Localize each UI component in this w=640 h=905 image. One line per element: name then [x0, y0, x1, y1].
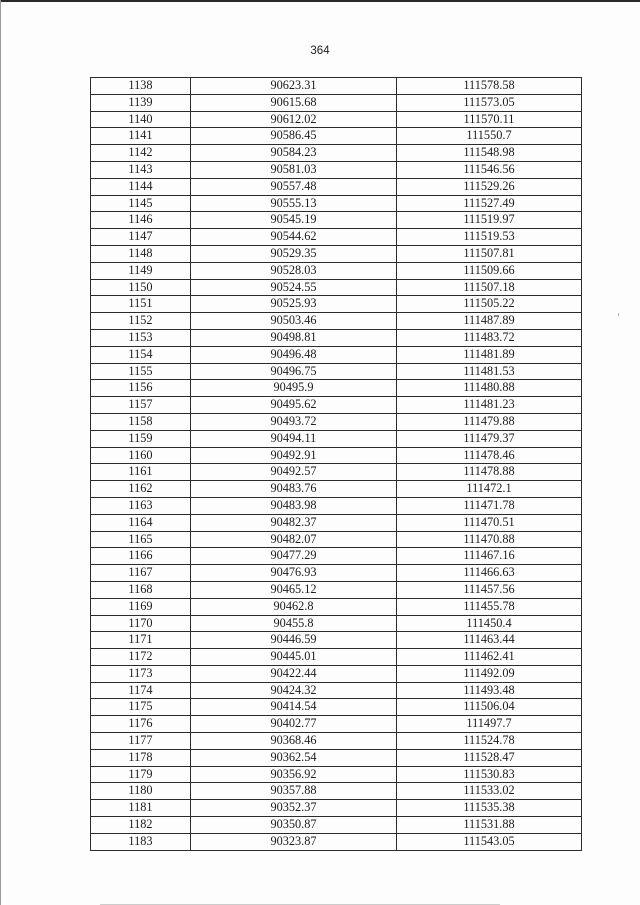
- table-row: [91, 94, 582, 111]
- point-number-cell: 1179: [91, 766, 191, 783]
- point-number-cell: 1158: [91, 413, 191, 430]
- y-coordinate-cell: 111455.78: [397, 598, 582, 615]
- table-row: [91, 363, 582, 380]
- x-coordinate-cell: 90357.88: [191, 783, 397, 800]
- y-coordinate-cell: 111472.1: [397, 481, 582, 498]
- table-row: [91, 749, 582, 766]
- page-number: 364: [310, 45, 330, 57]
- table-row: [91, 649, 582, 666]
- x-coordinate-cell: 90492.91: [191, 447, 397, 464]
- table-row: [91, 665, 582, 682]
- table-row: [91, 716, 582, 733]
- table-row: [91, 178, 582, 195]
- point-number-cell: 1181: [91, 800, 191, 817]
- x-coordinate-cell: 90544.62: [191, 229, 397, 246]
- x-coordinate-cell: 90483.76: [191, 481, 397, 498]
- y-coordinate-cell: 111531.88: [397, 817, 582, 834]
- y-coordinate-cell: 111478.88: [397, 464, 582, 481]
- x-coordinate-cell: 90615.68: [191, 94, 397, 111]
- x-coordinate-cell: 90495.62: [191, 397, 397, 414]
- y-coordinate-cell: 111467.16: [397, 548, 582, 565]
- table-row: [91, 262, 582, 279]
- table-row: [91, 296, 582, 313]
- table-row: [91, 581, 582, 598]
- y-coordinate-cell: 111462.41: [397, 649, 582, 666]
- point-number-cell: 1165: [91, 531, 191, 548]
- y-coordinate-cell: 111528.47: [397, 749, 582, 766]
- x-coordinate-cell: 90498.81: [191, 329, 397, 346]
- table-row: [91, 565, 582, 582]
- y-coordinate-cell: 111483.72: [397, 329, 582, 346]
- point-number-cell: 1155: [91, 363, 191, 380]
- table-row: [91, 766, 582, 783]
- x-coordinate-cell: 90555.13: [191, 195, 397, 212]
- y-coordinate-cell: 111481.23: [397, 397, 582, 414]
- x-coordinate-cell: 90462.8: [191, 598, 397, 615]
- table-row: [91, 329, 582, 346]
- x-coordinate-cell: 90496.48: [191, 346, 397, 363]
- point-number-cell: 1151: [91, 296, 191, 313]
- point-number-cell: 1177: [91, 733, 191, 750]
- y-coordinate-cell: 111505.22: [397, 296, 582, 313]
- y-coordinate-cell: 111509.66: [397, 262, 582, 279]
- y-coordinate-cell: 111481.53: [397, 363, 582, 380]
- table-row: [91, 682, 582, 699]
- y-coordinate-cell: 111479.37: [397, 430, 582, 447]
- scan-border-top: [0, 0, 640, 2]
- point-number-cell: 1182: [91, 817, 191, 834]
- y-coordinate-cell: 111479.88: [397, 413, 582, 430]
- x-coordinate-cell: 90476.93: [191, 565, 397, 582]
- y-coordinate-cell: 111470.88: [397, 531, 582, 548]
- x-coordinate-cell: 90445.01: [191, 649, 397, 666]
- point-number-cell: 1166: [91, 548, 191, 565]
- point-number-cell: 1150: [91, 279, 191, 296]
- x-coordinate-cell: 90492.57: [191, 464, 397, 481]
- point-number-cell: 1167: [91, 565, 191, 582]
- coordinate-table: [90, 77, 582, 851]
- table-row: [91, 229, 582, 246]
- x-coordinate-cell: 90483.98: [191, 497, 397, 514]
- point-number-cell: 1176: [91, 716, 191, 733]
- table-row: [91, 78, 582, 95]
- y-coordinate-cell: 111524.78: [397, 733, 582, 750]
- y-coordinate-cell: 111492.09: [397, 665, 582, 682]
- y-coordinate-cell: 111478.46: [397, 447, 582, 464]
- y-coordinate-cell: 111466.63: [397, 565, 582, 582]
- point-number-cell: 1140: [91, 111, 191, 128]
- y-coordinate-cell: 111527.49: [397, 195, 582, 212]
- table-row: [91, 531, 582, 548]
- x-coordinate-cell: 90545.19: [191, 212, 397, 229]
- point-number-cell: 1145: [91, 195, 191, 212]
- table-row: [91, 212, 582, 229]
- point-number-cell: 1139: [91, 94, 191, 111]
- y-coordinate-cell: 111543.05: [397, 833, 582, 850]
- x-coordinate-cell: 90352.37: [191, 800, 397, 817]
- table-row: [91, 481, 582, 498]
- point-number-cell: 1146: [91, 212, 191, 229]
- table-row: [91, 548, 582, 565]
- table-body: [91, 78, 582, 851]
- y-coordinate-cell: 111507.18: [397, 279, 582, 296]
- y-coordinate-cell: 111529.26: [397, 178, 582, 195]
- x-coordinate-cell: 90482.07: [191, 531, 397, 548]
- table-row: [91, 161, 582, 178]
- x-coordinate-cell: 90525.93: [191, 296, 397, 313]
- y-coordinate-cell: 111481.89: [397, 346, 582, 363]
- y-coordinate-cell: 111519.97: [397, 212, 582, 229]
- point-number-cell: 1172: [91, 649, 191, 666]
- point-number-cell: 1164: [91, 514, 191, 531]
- point-number-cell: 1157: [91, 397, 191, 414]
- y-coordinate-cell: 111570.11: [397, 111, 582, 128]
- scan-border-left: [0, 0, 1, 905]
- x-coordinate-cell: 90586.45: [191, 128, 397, 145]
- point-number-cell: 1180: [91, 783, 191, 800]
- table-row: [91, 464, 582, 481]
- table-row: [91, 632, 582, 649]
- x-coordinate-cell: 90446.59: [191, 632, 397, 649]
- point-number-cell: 1168: [91, 581, 191, 598]
- point-number-cell: 1154: [91, 346, 191, 363]
- x-coordinate-cell: 90557.48: [191, 178, 397, 195]
- x-coordinate-cell: 90496.75: [191, 363, 397, 380]
- y-coordinate-cell: 111480.88: [397, 380, 582, 397]
- table-row: [91, 380, 582, 397]
- x-coordinate-cell: 90581.03: [191, 161, 397, 178]
- table-row: [91, 111, 582, 128]
- point-number-cell: 1147: [91, 229, 191, 246]
- point-number-cell: 1170: [91, 615, 191, 632]
- x-coordinate-cell: 90356.92: [191, 766, 397, 783]
- point-number-cell: 1153: [91, 329, 191, 346]
- y-coordinate-cell: 111487.89: [397, 313, 582, 330]
- point-number-cell: 1175: [91, 699, 191, 716]
- table-row: [91, 598, 582, 615]
- x-coordinate-cell: 90584.23: [191, 145, 397, 162]
- x-coordinate-cell: 90623.31: [191, 78, 397, 95]
- y-coordinate-cell: 111533.02: [397, 783, 582, 800]
- point-number-cell: 1173: [91, 665, 191, 682]
- y-coordinate-cell: 111450.4: [397, 615, 582, 632]
- x-coordinate-cell: 90323.87: [191, 833, 397, 850]
- table-row: [91, 397, 582, 414]
- x-coordinate-cell: 90350.87: [191, 817, 397, 834]
- point-number-cell: 1174: [91, 682, 191, 699]
- x-coordinate-cell: 90414.54: [191, 699, 397, 716]
- y-coordinate-cell: 111530.83: [397, 766, 582, 783]
- point-number-cell: 1171: [91, 632, 191, 649]
- point-number-cell: 1160: [91, 447, 191, 464]
- table-row: [91, 145, 582, 162]
- x-coordinate-cell: 90422.44: [191, 665, 397, 682]
- y-coordinate-cell: 111463.44: [397, 632, 582, 649]
- y-coordinate-cell: 111493.48: [397, 682, 582, 699]
- table-row: [91, 783, 582, 800]
- point-number-cell: 1149: [91, 262, 191, 279]
- y-coordinate-cell: 111457.56: [397, 581, 582, 598]
- point-number-cell: 1138: [91, 78, 191, 95]
- x-coordinate-cell: 90528.03: [191, 262, 397, 279]
- table-row: [91, 413, 582, 430]
- point-number-cell: 1148: [91, 245, 191, 262]
- point-number-cell: 1163: [91, 497, 191, 514]
- y-coordinate-cell: 111550.7: [397, 128, 582, 145]
- x-coordinate-cell: 90503.46: [191, 313, 397, 330]
- x-coordinate-cell: 90495.9: [191, 380, 397, 397]
- x-coordinate-cell: 90529.35: [191, 245, 397, 262]
- table-row: [91, 800, 582, 817]
- y-coordinate-cell: 111578.58: [397, 78, 582, 95]
- table-row: [91, 733, 582, 750]
- table-row: [91, 817, 582, 834]
- table-row: [91, 514, 582, 531]
- table-row: [91, 699, 582, 716]
- x-coordinate-cell: 90455.8: [191, 615, 397, 632]
- y-coordinate-cell: 111546.56: [397, 161, 582, 178]
- point-number-cell: 1161: [91, 464, 191, 481]
- y-coordinate-cell: 111507.81: [397, 245, 582, 262]
- point-number-cell: 1159: [91, 430, 191, 447]
- x-coordinate-cell: 90612.02: [191, 111, 397, 128]
- y-coordinate-cell: 111573.05: [397, 94, 582, 111]
- y-coordinate-cell: 111548.98: [397, 145, 582, 162]
- point-number-cell: 1144: [91, 178, 191, 195]
- table-row: [91, 497, 582, 514]
- x-coordinate-cell: 90493.72: [191, 413, 397, 430]
- table-row: [91, 279, 582, 296]
- table-row: [91, 447, 582, 464]
- y-coordinate-cell: 111535.38: [397, 800, 582, 817]
- x-coordinate-cell: 90494.11: [191, 430, 397, 447]
- x-coordinate-cell: 90368.46: [191, 733, 397, 750]
- table-row: [91, 430, 582, 447]
- point-number-cell: 1143: [91, 161, 191, 178]
- table-row: [91, 615, 582, 632]
- y-coordinate-cell: 111470.51: [397, 514, 582, 531]
- y-coordinate-cell: 111471.78: [397, 497, 582, 514]
- point-number-cell: 1169: [91, 598, 191, 615]
- point-number-cell: 1162: [91, 481, 191, 498]
- scan-speck: [618, 313, 619, 316]
- x-coordinate-cell: 90402.77: [191, 716, 397, 733]
- point-number-cell: 1183: [91, 833, 191, 850]
- point-number-cell: 1156: [91, 380, 191, 397]
- x-coordinate-cell: 90424.32: [191, 682, 397, 699]
- point-number-cell: 1141: [91, 128, 191, 145]
- table-row: [91, 313, 582, 330]
- table-row: [91, 245, 582, 262]
- y-coordinate-cell: 111506.04: [397, 699, 582, 716]
- x-coordinate-cell: 90362.54: [191, 749, 397, 766]
- table-row: [91, 195, 582, 212]
- table-row: [91, 346, 582, 363]
- y-coordinate-cell: 111519.53: [397, 229, 582, 246]
- point-number-cell: 1142: [91, 145, 191, 162]
- table-row: [91, 833, 582, 850]
- x-coordinate-cell: 90524.55: [191, 279, 397, 296]
- point-number-cell: 1152: [91, 313, 191, 330]
- point-number-cell: 1178: [91, 749, 191, 766]
- x-coordinate-cell: 90482.37: [191, 514, 397, 531]
- table-row: [91, 128, 582, 145]
- y-coordinate-cell: 111497.7: [397, 716, 582, 733]
- x-coordinate-cell: 90465.12: [191, 581, 397, 598]
- x-coordinate-cell: 90477.29: [191, 548, 397, 565]
